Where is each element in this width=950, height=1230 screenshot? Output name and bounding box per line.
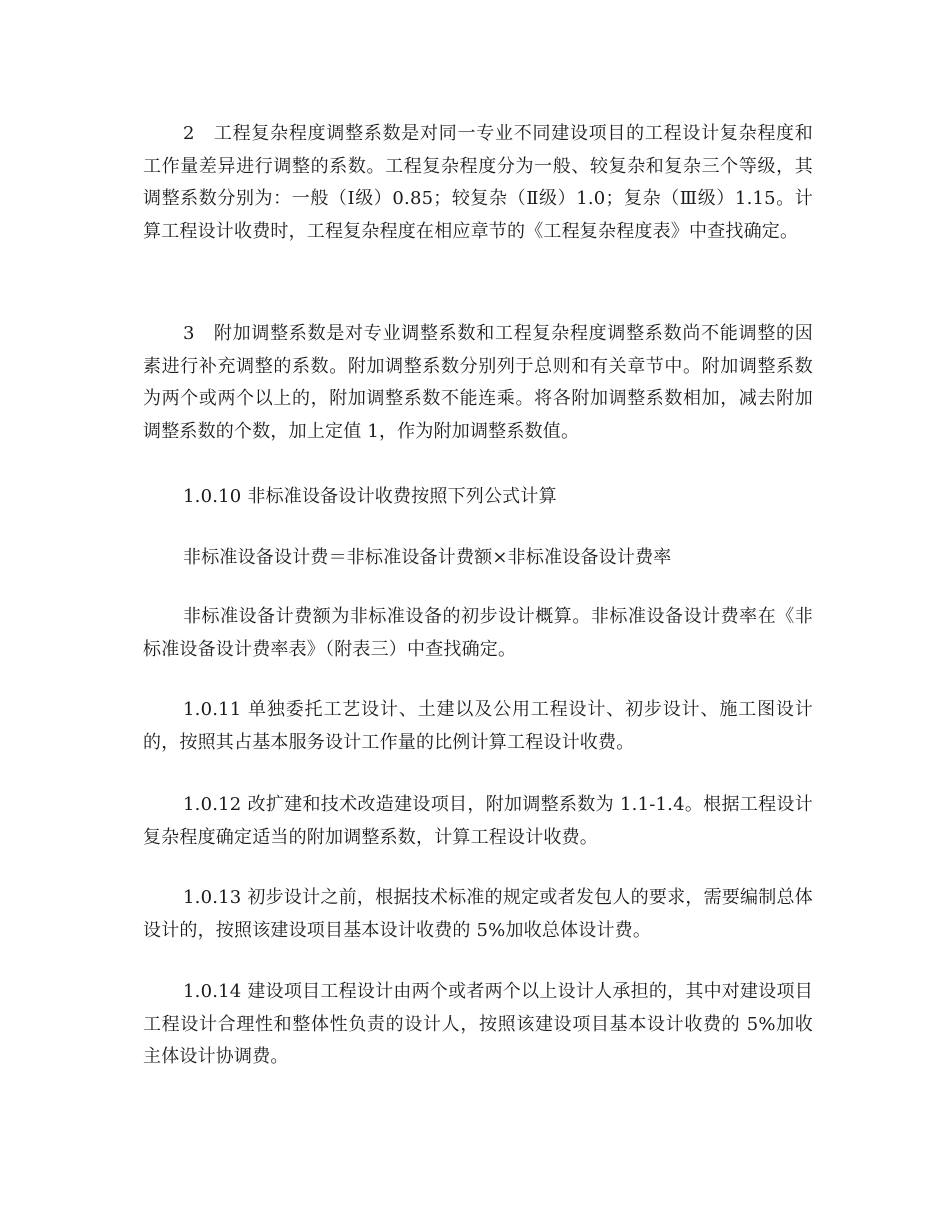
paragraph-clause-1-0-12: 1.0.12 改扩建和技术改造建设项目，附加调整系数为 1.1-1.4。根据工程设计复杂程度确定适当的附加调整系数，计算工程设计收费。: [143, 794, 813, 848]
paragraph-clause-1-0-10: 1.0.10 非标准设备设计收费按照下列公式计算: [183, 486, 557, 507]
paragraph-complexity-coefficient: 2 工程复杂程度调整系数是对同一专业不同建设项目的工程设计复杂程度和工作量差异进行调整的系数。工程复杂程度分为一般、较复杂和复杂三个等级，其调整系数分别为：一般（Ⅰ级）0.85；较复杂（Ⅱ级）1.0；复杂（Ⅲ级）1.15。计算工程设计收费时，工程复杂程度在相应章节的《工程复杂程度表》中查找确定。: [143, 123, 813, 242]
paragraph-formula: 非标准设备设计费＝非标准设备计费额×非标准设备设计费率: [183, 547, 672, 568]
paragraph-additional-coefficient: 3 附加调整系数是对专业调整系数和工程复杂程度调整系数尚不能调整的因素进行补充调整的系数。附加调整系数分别列于总则和有关章节中。附加调整系数为两个或两个以上的，附加调整系数不能连乘。将各附加调整系数相加，减去附加调整系数的个数，加上定值 1，作为附加调整系数值。: [143, 323, 813, 442]
paragraph-clause-1-0-14: 1.0.14 建设项目工程设计由两个或者两个以上设计人承担的，其中对建设项目工程设计合理性和整体性负责的设计人，按照该建设项目基本设计收费的 5%加收主体设计协调费。: [143, 981, 813, 1068]
paragraph-nonstandard-equipment-rate: 非标准设备计费额为非标准设备的初步设计概算。非标准设备设计费率在《非标准设备设计费率表》（附表三）中查找确定。: [143, 606, 813, 660]
paragraph-clause-1-0-11: 1.0.11 单独委托工艺设计、土建以及公用工程设计、初步设计、施工图设计的，按照其占基本服务设计工作量的比例计算工程设计收费。: [143, 699, 813, 753]
paragraph-clause-1-0-13: 1.0.13 初步设计之前，根据技术标准的规定或者发包人的要求，需要编制总体设计的，按照该建设项目基本设计收费的 5%加收总体设计费。: [143, 887, 813, 941]
